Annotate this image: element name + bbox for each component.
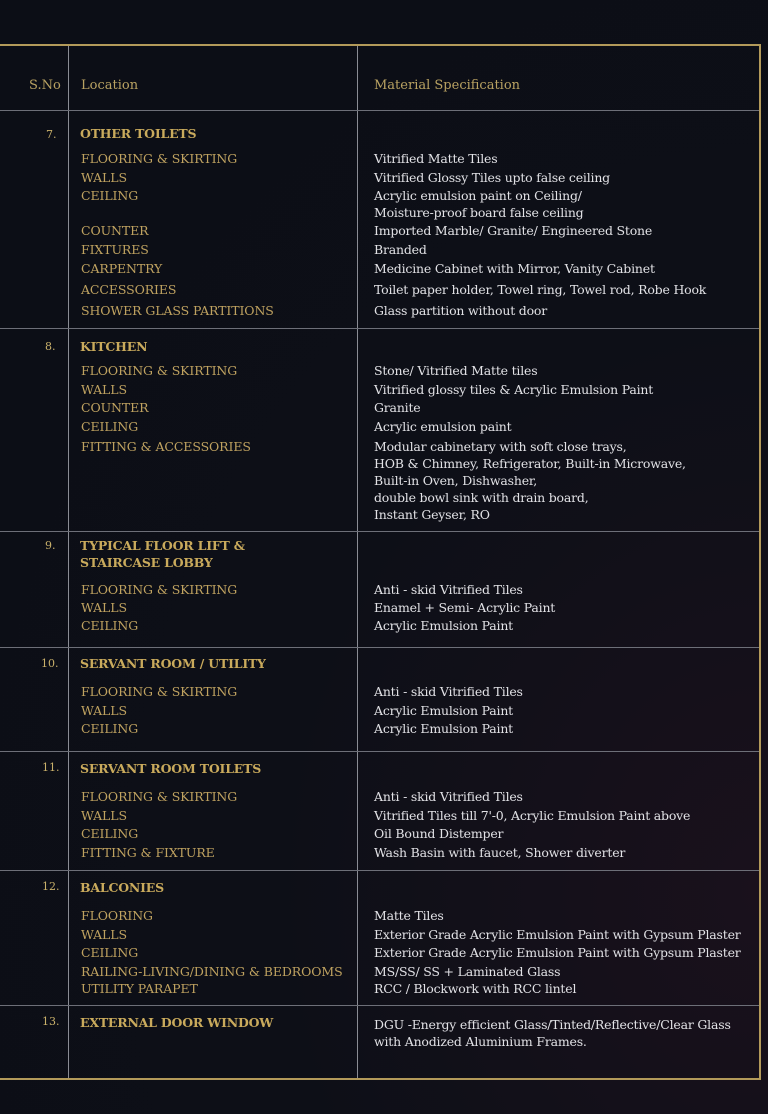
material-spec: Enamel + Semi- Acrylic Paint [374,600,556,615]
material-spec-cont: Moisture-proof board false ceiling [374,205,584,220]
material-spec: Acrylic emulsion paint on Ceiling/ [374,188,582,203]
material-spec: Granite [374,400,421,415]
location-label: UTILITY PARAPET [81,981,198,996]
row-divider [0,870,759,871]
header-material: Material Specification [374,78,521,93]
location-label: FLOORING & SKIRTING [81,363,238,378]
material-spec: Acrylic Emulsion Paint [374,721,513,736]
row-title: BALCONIES [80,880,164,895]
location-label: COUNTER [81,223,149,238]
row-number: 13. [42,1015,60,1028]
location-label: FLOORING & SKIRTING [81,684,238,699]
location-label: ACCESSORIES [81,282,177,297]
material-spec: Modular cabinetary with soft close trays, [374,439,627,454]
location-label: SHOWER GLASS PARTITIONS [81,303,274,318]
row-title: SERVANT ROOM TOILETS [80,761,262,776]
row-number: 12. [42,880,60,893]
material-spec: Anti - skid Vitrified Tiles [374,684,523,699]
location-label: FIXTURES [81,242,149,257]
location-label: WALLS [81,600,127,615]
location-label: WALLS [81,927,127,942]
material-spec-cont: HOB & Chimney, Refrigerator, Built-in Microwave, [374,456,686,471]
row-number: 11. [42,761,60,774]
material-spec: Vitrified glossy tiles & Acrylic Emulsion Paint [374,382,654,397]
material-spec: Anti - skid Vitrified Tiles [374,582,523,597]
material-spec-cont: double bowl sink with drain board, [374,490,589,505]
location-label: CEILING [81,188,139,203]
material-spec: Imported Marble/ Granite/ Engineered Stone [374,223,653,238]
material-spec: Medicine Cabinet with Mirror, Vanity Cabinet [374,261,655,276]
location-label: WALLS [81,170,127,185]
row-divider [0,1005,759,1006]
location-label: CEILING [81,945,139,960]
header-location: Location [81,78,139,93]
row-divider [0,647,759,648]
material-spec: Vitrified Glossy Tiles upto false ceiling [374,170,610,185]
material-spec: Wash Basin with faucet, Shower diverter [374,845,626,860]
location-label: FLOORING [81,908,153,923]
row-title: TYPICAL FLOOR LIFT & [80,538,245,553]
location-label: WALLS [81,382,127,397]
row-divider [0,110,759,111]
location-label: FLOORING & SKIRTING [81,151,238,166]
row-title-cont: STAIRCASE LOBBY [80,555,213,570]
material-spec: Anti - skid Vitrified Tiles [374,789,523,804]
material-spec: Stone/ Vitrified Matte tiles [374,363,538,378]
material-spec: Acrylic Emulsion Paint [374,618,513,633]
material-spec: Exterior Grade Acrylic Emulsion Paint with Gypsum Plaster [374,927,741,942]
material-spec: Matte Tiles [374,908,444,923]
material-spec: Acrylic Emulsion Paint [374,703,513,718]
material-spec: Vitrified Matte Tiles [374,151,498,166]
location-label: CARPENTRY [81,261,163,276]
location-label: WALLS [81,808,127,823]
location-label: WALLS [81,703,127,718]
column-divider-sno [68,46,69,1078]
row-number: 7. [46,128,57,141]
location-label: FLOORING & SKIRTING [81,789,238,804]
location-label: RAILING-LIVING/DINING & BEDROOMS [81,964,343,979]
row-title: SERVANT ROOM / UTILITY [80,656,266,671]
row-divider [0,531,759,532]
row-title: KITCHEN [80,339,148,354]
location-label: CEILING [81,721,139,736]
row-number: 9. [45,539,56,552]
specification-table [0,44,761,1080]
header-sno: S.No [29,78,61,93]
location-label: FITTING & ACCESSORIES [81,439,251,454]
location-label: COUNTER [81,400,149,415]
row-divider [0,751,759,752]
location-label: CEILING [81,826,139,841]
column-divider-location [357,46,358,1078]
row-number: 8. [45,340,56,353]
location-label: FITTING & FIXTURE [81,845,215,860]
row-title: OTHER TOILETS [80,126,197,141]
location-label: FLOORING & SKIRTING [81,582,238,597]
material-spec-cont: Built-in Oven, Dishwasher, [374,473,538,488]
material-spec: Oil Bound Distemper [374,826,504,841]
material-spec: Toilet paper holder, Towel ring, Towel rod, Robe Hook [374,282,707,297]
row-number: 10. [41,657,59,670]
material-spec: DGU -Energy efficient Glass/Tinted/Reflective/Clear Glass [374,1017,731,1032]
material-spec: Acrylic emulsion paint [374,419,512,434]
location-label: CEILING [81,618,139,633]
material-spec: Exterior Grade Acrylic Emulsion Paint with Gypsum Plaster [374,945,741,960]
material-spec: RCC / Blockwork with RCC lintel [374,981,577,996]
material-spec: Glass partition without door [374,303,548,318]
row-title: EXTERNAL DOOR WINDOW [80,1015,274,1030]
material-spec: Vitrified Tiles till 7'-0, Acrylic Emulsion Paint above [374,808,691,823]
row-divider [0,328,759,329]
material-spec: Branded [374,242,427,257]
material-spec-cont: Instant Geyser, RO [374,507,490,522]
material-spec: MS/SS/ SS + Laminated Glass [374,964,561,979]
location-label: CEILING [81,419,139,434]
material-spec-cont: with Anodized Aluminium Frames. [374,1034,587,1049]
